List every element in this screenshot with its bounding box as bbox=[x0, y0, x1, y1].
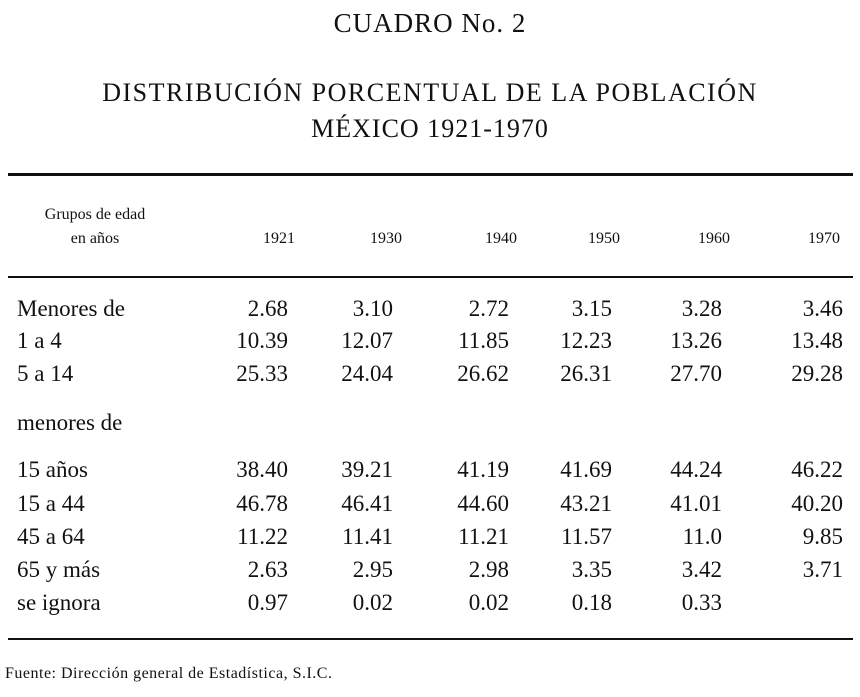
table-cell-1950: 12.23 bbox=[560, 328, 612, 353]
row-label: 15 años bbox=[17, 457, 88, 482]
row-label: menores de bbox=[17, 410, 123, 435]
table-cell-1970: 3.46 bbox=[802, 296, 843, 321]
table-row bbox=[0, 328, 860, 362]
table-cell-1921: 25.33 bbox=[236, 361, 288, 386]
table-cell-1950: 0.18 bbox=[571, 590, 612, 615]
table-cell-1940: 26.62 bbox=[457, 361, 509, 386]
table-cell-1970: 29.28 bbox=[791, 361, 843, 386]
table-row bbox=[0, 524, 860, 558]
table-cell-1930: 39.21 bbox=[341, 457, 393, 482]
row-label: se ignora bbox=[17, 590, 101, 615]
row-label: 15 a 44 bbox=[17, 491, 85, 516]
table-cell-1940: 41.19 bbox=[457, 457, 509, 482]
year-header-1921: 1921 bbox=[263, 230, 295, 247]
table-row bbox=[0, 296, 860, 330]
table-cell-1940: 2.98 bbox=[468, 557, 509, 582]
table-cell-1930: 46.41 bbox=[341, 491, 393, 516]
table-cell-1970: 3.71 bbox=[802, 557, 843, 582]
table-cell-1921: 10.39 bbox=[236, 328, 288, 353]
row-label: Menores de bbox=[17, 296, 125, 321]
table-cell-1970: 13.48 bbox=[791, 328, 843, 353]
table-cell-1950: 3.35 bbox=[571, 557, 612, 582]
table-cell-1960: 44.24 bbox=[670, 457, 722, 482]
table-cell-1970: 40.20 bbox=[791, 491, 843, 516]
table-cell-1960: 3.42 bbox=[681, 557, 722, 582]
year-header-1950: 1950 bbox=[588, 230, 620, 247]
table-cell-1960: 0.33 bbox=[681, 590, 722, 615]
table-cell-1950: 11.57 bbox=[561, 524, 612, 549]
year-header-1930: 1930 bbox=[370, 230, 402, 247]
table-cell-1930: 3.10 bbox=[352, 296, 393, 321]
table-row bbox=[0, 457, 860, 491]
table-cell-1930: 24.04 bbox=[341, 361, 393, 386]
row-label: 1 a 4 bbox=[17, 328, 62, 353]
year-header-1970: 1970 bbox=[808, 230, 840, 247]
table-cell-1921: 2.68 bbox=[247, 296, 288, 321]
table-cell-1950: 41.69 bbox=[560, 457, 612, 482]
header-rule bbox=[8, 276, 853, 278]
row-label: 65 y más bbox=[17, 557, 101, 582]
table-cell-1921: 46.78 bbox=[236, 491, 288, 516]
year-header-1940: 1940 bbox=[485, 230, 517, 247]
table-row bbox=[0, 410, 860, 444]
table-cell-1960: 41.01 bbox=[670, 491, 722, 516]
table-cell-1921: 2.63 bbox=[247, 557, 288, 582]
table-title-line2: MÉXICO 1921-1970 bbox=[311, 114, 549, 143]
row-label: 5 a 14 bbox=[17, 361, 74, 386]
table-title-line1: DISTRIBUCIÓN PORCENTUAL DE LA POBLACIÓN bbox=[102, 78, 758, 107]
table-cell-1960: 13.26 bbox=[670, 328, 722, 353]
source-note: Fuente: Dirección general de Estadística, S.I.C. bbox=[5, 665, 333, 682]
table-row bbox=[0, 361, 860, 395]
table-cell-1950: 26.31 bbox=[560, 361, 612, 386]
age-group-header bbox=[20, 203, 170, 251]
table-cell-1930: 2.95 bbox=[352, 557, 393, 582]
table-cell-1950: 43.21 bbox=[560, 491, 612, 516]
table-cell-1940: 11.85 bbox=[458, 328, 509, 353]
age-group-header-line2: en años bbox=[70, 230, 120, 247]
top-rule bbox=[8, 173, 853, 176]
table-cell-1940: 2.72 bbox=[468, 296, 509, 321]
row-label: 45 a 64 bbox=[17, 524, 85, 549]
table-cell-1960: 3.28 bbox=[681, 296, 722, 321]
bottom-rule bbox=[8, 638, 853, 640]
table-cell-1940: 44.60 bbox=[457, 491, 509, 516]
table-number: CUADRO No. 2 bbox=[333, 8, 527, 38]
table-row bbox=[0, 491, 860, 525]
table-cell-1940: 0.02 bbox=[468, 590, 509, 615]
table-row bbox=[0, 590, 860, 624]
table-cell-1930: 0.02 bbox=[352, 590, 393, 615]
table-cell-1960: 11.0 bbox=[682, 524, 722, 549]
year-header-1960: 1960 bbox=[698, 230, 730, 247]
age-group-header-line1: Grupos de edad bbox=[44, 206, 146, 223]
table-cell-1930: 12.07 bbox=[341, 328, 393, 353]
table-row bbox=[0, 557, 860, 591]
table-cell-1970: 9.85 bbox=[802, 524, 843, 549]
table-cell-1921: 11.22 bbox=[237, 524, 288, 549]
table-cell-1950: 3.15 bbox=[571, 296, 612, 321]
table-cell-1930: 11.41 bbox=[342, 524, 393, 549]
table-cell-1970: 46.22 bbox=[791, 457, 843, 482]
table-cell-1960: 27.70 bbox=[670, 361, 722, 386]
table-cell-1921: 0.97 bbox=[247, 590, 288, 615]
table-cell-1940: 11.21 bbox=[458, 524, 509, 549]
table-cell-1921: 38.40 bbox=[236, 457, 288, 482]
